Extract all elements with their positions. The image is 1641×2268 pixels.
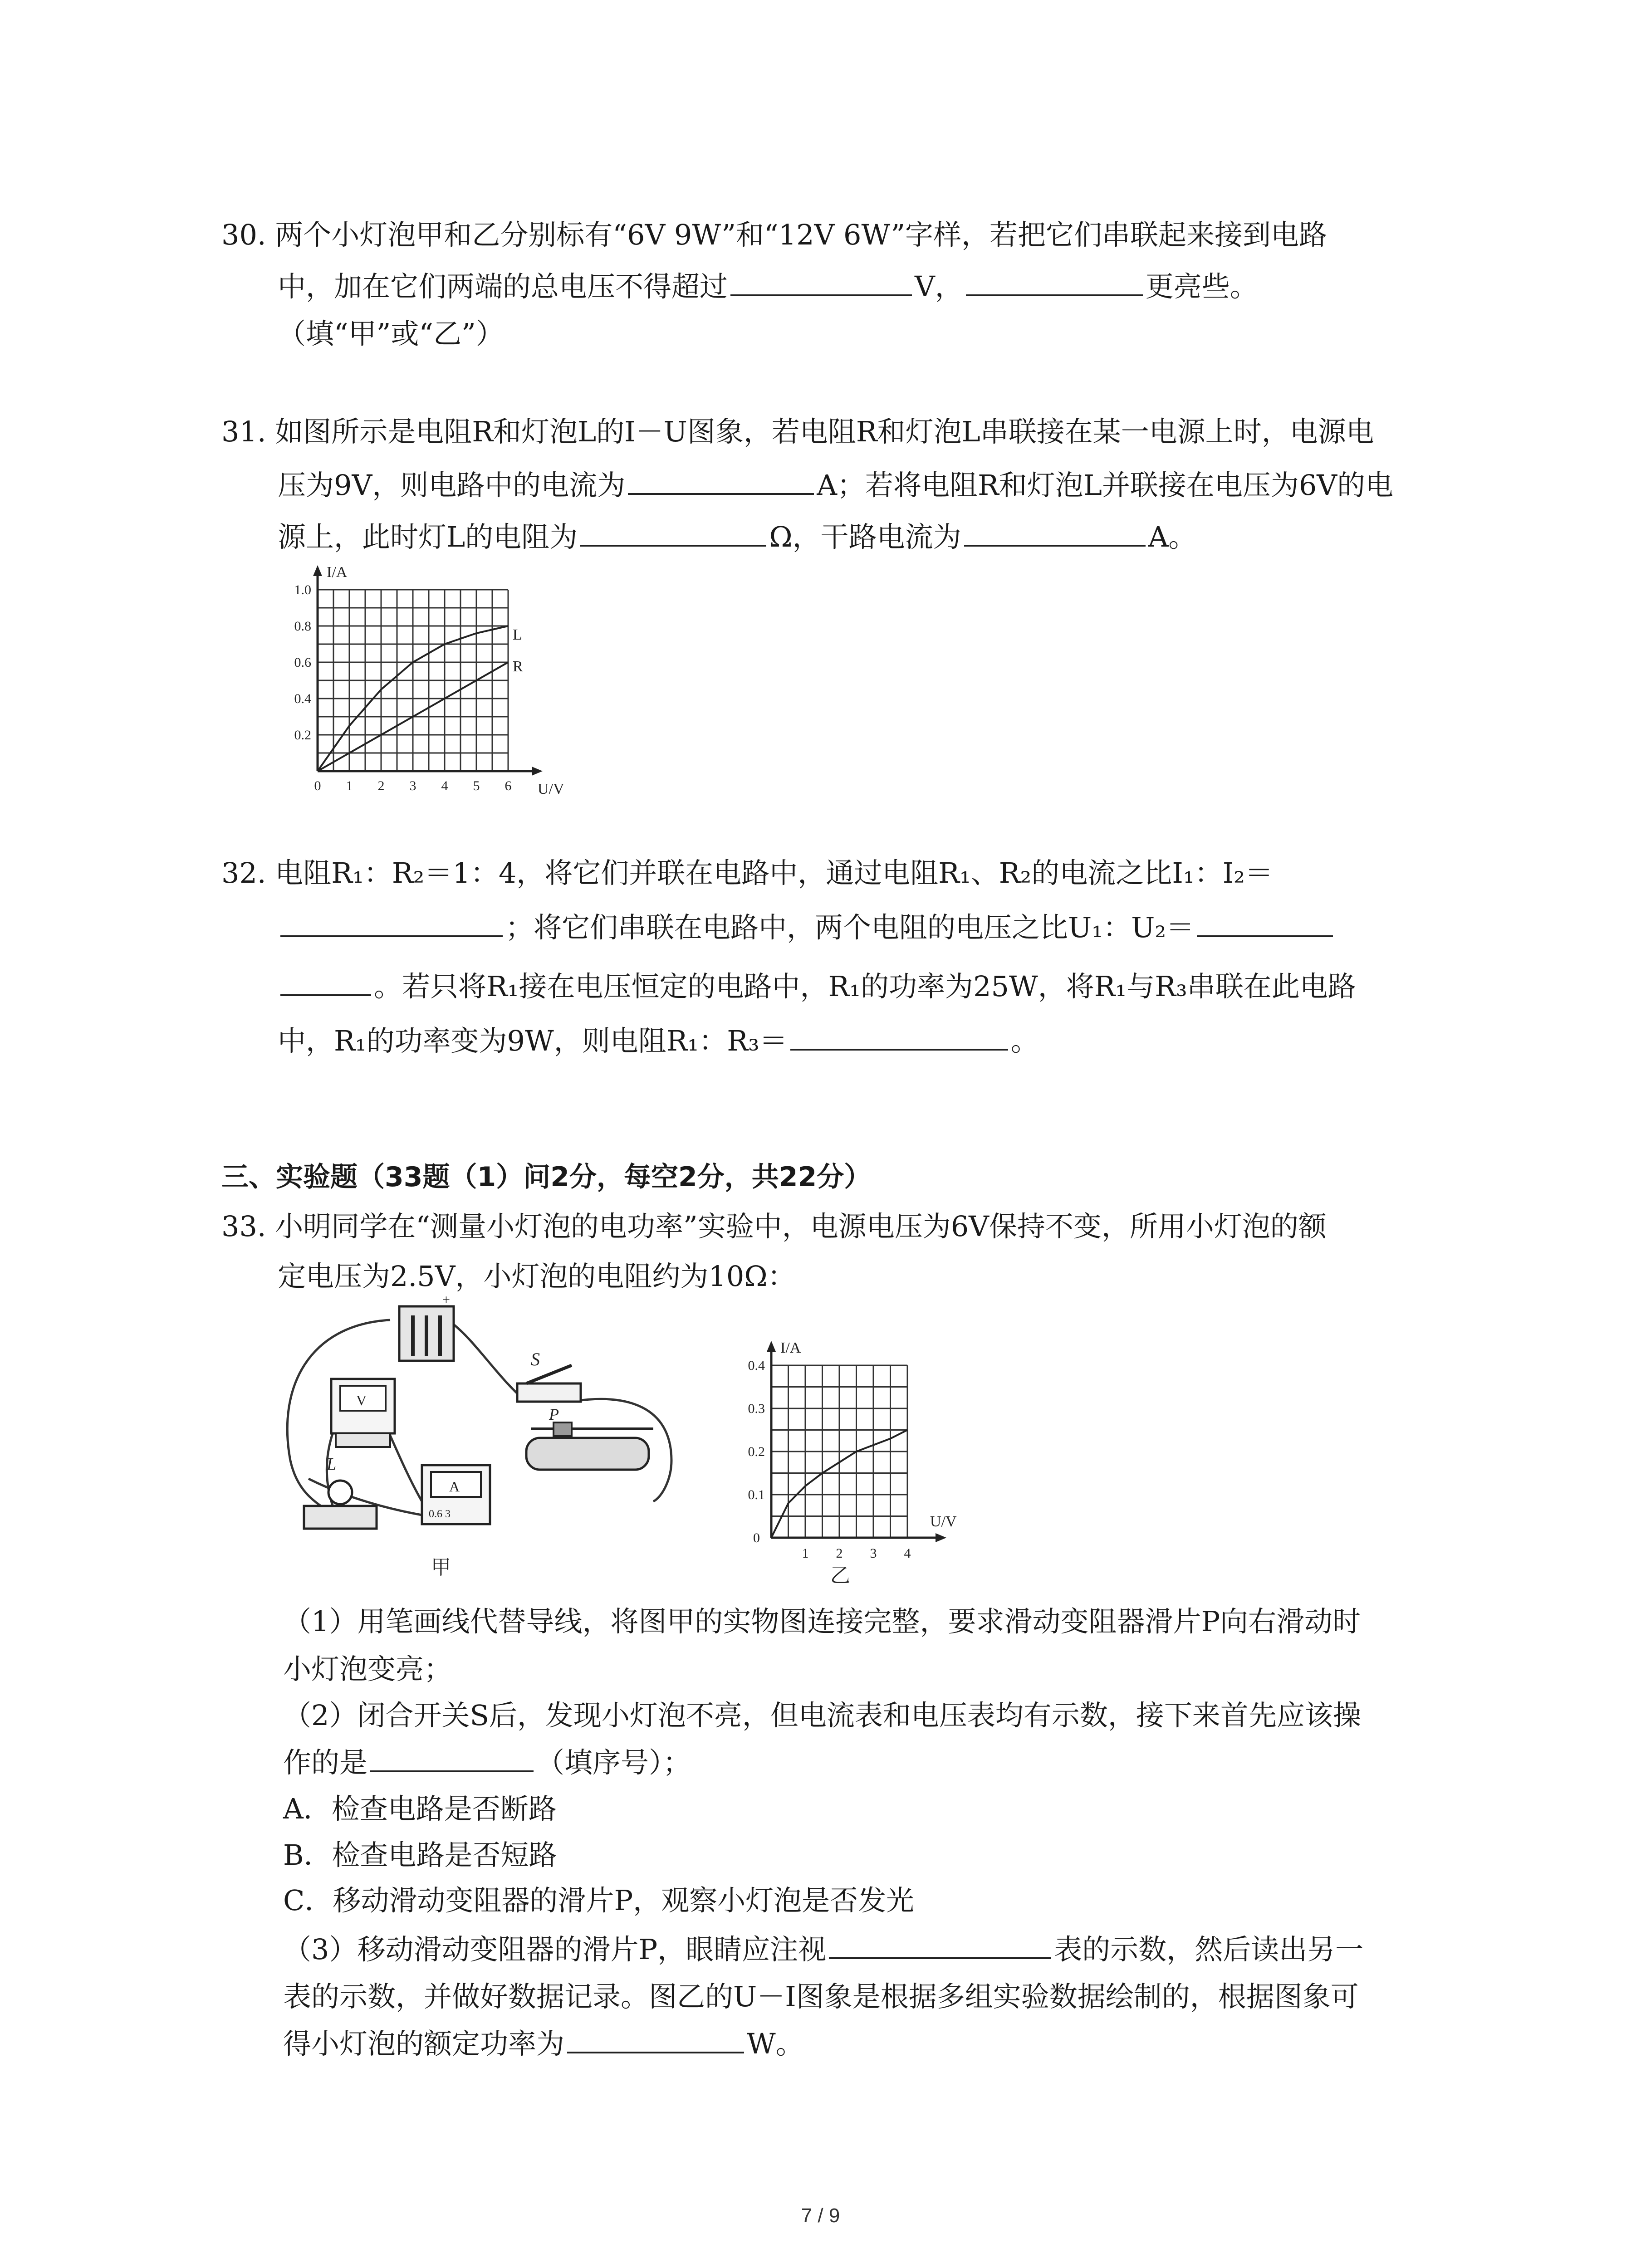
chart2-grid [771, 1365, 907, 1538]
q33-option-c: C．移动滑动变阻器的滑片P，观察小灯泡是否发光 [283, 1884, 915, 1917]
chart1-y-arrow [313, 565, 322, 576]
chart1-x-arrow [532, 767, 543, 776]
lamp-label: L [327, 1455, 337, 1474]
chart1-x-tick: 3 [409, 778, 416, 793]
chart1-x-tick: 0 [314, 778, 321, 793]
chart2-y-tick: 0.1 [748, 1487, 765, 1502]
q31-blank-resistance[interactable] [580, 519, 766, 547]
chart2-x-tick: 1 [802, 1546, 809, 1561]
figure-yi-caption: 乙 [830, 1564, 850, 1587]
q33-circuit-figure [272, 1288, 681, 1579]
figure-jia-caption: 甲 [431, 1556, 451, 1579]
q33-part3-line-2: 表的示数，并做好数据记录。图乙的U－I图象是根据多组实验数据绘制的，根据图象可 [283, 1980, 1359, 2013]
q31-line-1: 31. 如图所示是电阻R和灯泡L的I－U图象，若电阻R和灯泡L串联接在某一电源上时，电源电 [221, 415, 1374, 448]
page-number: 7 / 9 [801, 2204, 840, 2227]
q32-blank-voltage-ratio-cont[interactable] [280, 969, 371, 996]
chart1-label-R: R [513, 658, 523, 675]
q31-iu-chart [281, 558, 599, 803]
q31-line-3: 源上，此时灯L的电阻为 Ω，干路电流为 A。 [278, 520, 1197, 553]
q33-part3-line-1: （3）移动滑动变阻器的滑片P，眼睛应注视 表的示数，然后读出另一 [283, 1933, 1364, 1966]
q31-line-2: 压为9V，则电路中的电流为 A；若将电阻R和灯泡L并联接在电压为6V的电 [278, 469, 1394, 502]
chart2-y-arrow [767, 1341, 776, 1352]
voltmeter-label: V [356, 1392, 367, 1408]
q32-line-3: 。若只将R₁接在电压恒定的电路中，R₁的功率为25W，将R₁与R₃串联在此电路 [278, 968, 1356, 1005]
chart1-y-tick: 0.6 [294, 655, 311, 670]
chart1-x-tick: 6 [505, 778, 512, 793]
battery-plus-label: + [442, 1292, 450, 1307]
chart2-y-tick: 0.2 [748, 1444, 765, 1459]
switch-icon [517, 1349, 581, 1402]
q31-blank-current[interactable] [628, 468, 814, 495]
q33-blank-rated-power[interactable] [567, 2026, 744, 2053]
chart1-x-tick: 2 [377, 778, 385, 793]
q30-line-2: 中，加在它们两端的总电压不得超过 V， 更亮些。 [278, 270, 1258, 303]
chart2-origin-label: 0 [753, 1530, 760, 1545]
q33-ui-chart [721, 1334, 1003, 1588]
chart1-label-L: L [513, 626, 522, 643]
battery-icon [399, 1292, 454, 1361]
ammeter-range: 0.6 3 [429, 1508, 451, 1520]
q33-part2-line-2: 作的是 （填序号）； [283, 1746, 691, 1779]
q33-option-b: B．检查电路是否短路 [283, 1838, 557, 1872]
q33-part1-line-2: 小灯泡变亮； [283, 1652, 452, 1686]
q30-line-1: 30. 两个小灯泡甲和乙分别标有“6V 9W”和“12V 6W”字样，若把它们串联起来接到电路 [221, 218, 1327, 251]
lamp-icon [304, 1455, 377, 1529]
q32-line-1: 32. 电阻R₁：R₂＝1：4，将它们并联在电路中，通过电阻R₁、R₂的电流之比I₁：I₂＝ [221, 856, 1274, 890]
chart1-y-tick: 0.4 [294, 691, 311, 706]
q33-part2-line-1: （2）闭合开关S后，发现小灯泡不亮，但电流表和电压表均有示数，接下来首先应该操 [283, 1699, 1361, 1732]
chart1-x-tick: 4 [441, 778, 448, 793]
ammeter-icon [422, 1465, 490, 1524]
chart2-x-arrow [936, 1533, 946, 1542]
ammeter-label: A [449, 1478, 460, 1495]
chart1-y-tick: 0.8 [294, 619, 311, 634]
q33-option-a: A．检查电路是否断路 [283, 1792, 557, 1825]
chart1-xlabel: U/V [538, 781, 564, 797]
q33-blank-meter[interactable] [829, 1932, 1051, 1959]
q32-blank-r1-r3[interactable] [790, 1023, 1008, 1051]
chart1-ylabel: I/A [327, 564, 348, 581]
q32-blank-current-ratio[interactable] [280, 910, 503, 937]
chart1-x-tick: 5 [473, 778, 480, 793]
chart1-y-tick: 1.0 [294, 582, 311, 597]
q32-line-4: 中，R₁的功率变为9W，则电阻R₁：R₃＝ 。 [278, 1024, 1039, 1057]
chart2-x-tick: 3 [870, 1546, 877, 1561]
rheostat-slider-label: P [549, 1405, 559, 1423]
chart1-x-tick: 1 [346, 778, 353, 793]
voltmeter-icon [331, 1379, 395, 1447]
chart2-ylabel: I/A [780, 1339, 801, 1356]
q30-blank-voltage[interactable] [730, 269, 912, 296]
chart1-y-tick: 0.2 [294, 728, 311, 743]
switch-label: S [531, 1349, 540, 1369]
chart1-grid [318, 590, 508, 771]
chart2-xlabel: U/V [930, 1513, 957, 1530]
q33-line-1: 33. 小明同学在“测量小灯泡的电功率”实验中，电源电压为6V保持不变，所用小灯泡的额 [221, 1210, 1327, 1243]
q32-line-2: ；将它们串联在电路中，两个电阻的电压之比U₁：U₂＝ [278, 909, 1336, 946]
chart2-x-tick: 2 [836, 1546, 843, 1561]
section-3-heading: 三、实验题（33题（1）问2分，每空2分，共22分） [221, 1161, 872, 1193]
chart2-y-tick: 0.4 [748, 1358, 765, 1373]
q31-blank-total-current[interactable] [964, 519, 1146, 547]
q33-blank-operation[interactable] [370, 1745, 534, 1772]
chart2-x-tick: 4 [904, 1546, 911, 1561]
rheostat-icon [526, 1405, 653, 1470]
q32-blank-voltage-ratio[interactable] [1197, 910, 1333, 937]
chart2-y-tick: 0.3 [748, 1401, 765, 1416]
q33-part1-line-1: （1）用笔画线代替导线，将图甲的实物图连接完整，要求滑动变阻器滑片P向右滑动时 [283, 1605, 1361, 1638]
q33-part3-line-3: 得小灯泡的额定功率为 W。 [283, 2027, 804, 2060]
q33-line-2: 定电压为2.5V，小灯泡的电阻约为10Ω： [278, 1260, 796, 1293]
q30-line-3: （填“甲”或“乙”） [278, 317, 504, 350]
q30-blank-brighter[interactable] [966, 269, 1143, 296]
